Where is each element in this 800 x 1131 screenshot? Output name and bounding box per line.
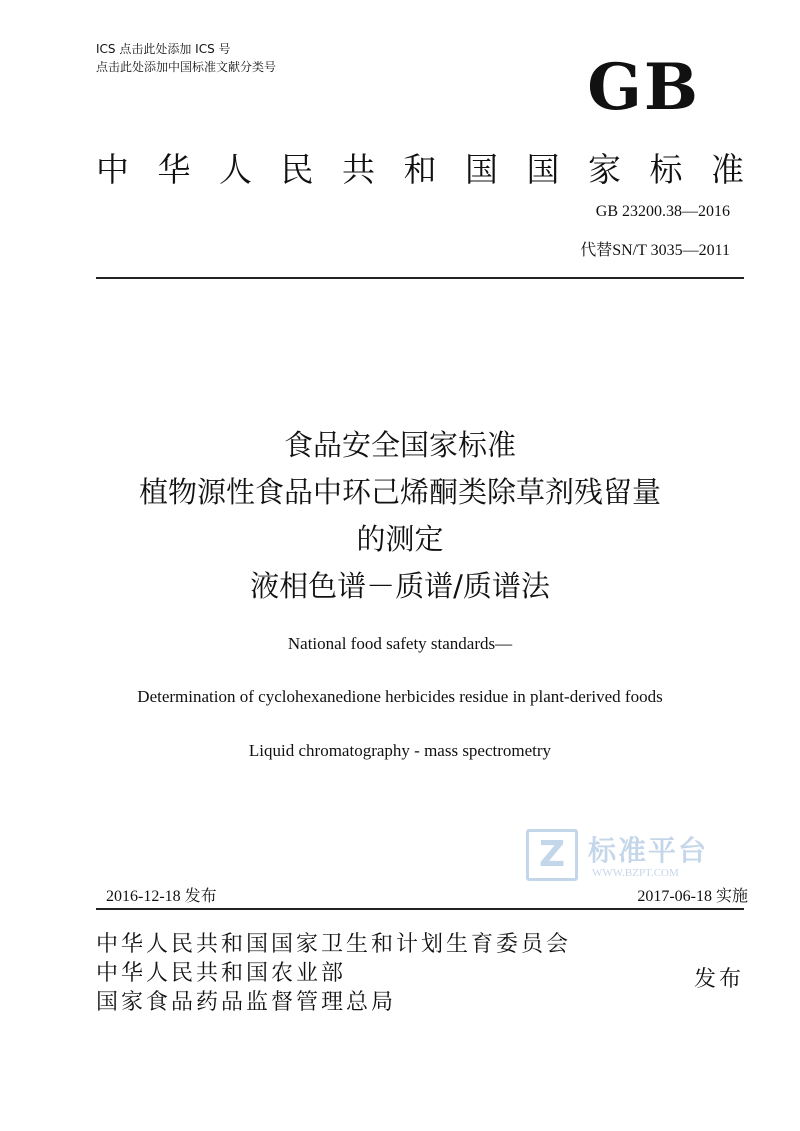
issue-date: 2016-12-18 发布 <box>106 888 217 905</box>
chinese-title <box>0 422 800 610</box>
title-line: 的测定 <box>356 522 444 556</box>
heading-char: 人 <box>219 150 252 189</box>
watermark-logo-icon <box>526 829 578 881</box>
issuing-authorities <box>96 930 571 1017</box>
bottom-divider <box>96 908 744 910</box>
ics-number: ICS 点击此处添加 ICS 号 <box>96 42 231 56</box>
implementation-date: 2017-06-18 实施 <box>637 888 748 905</box>
heading-char: 国 <box>526 150 560 189</box>
issuer: 中华人民共和国国家卫生和计划生育委员会 <box>96 932 572 957</box>
standard-type-heading <box>96 150 744 190</box>
gb-logo: GB <box>587 50 700 125</box>
issuer: 中华人民共和国农业部 <box>96 961 347 986</box>
heading-char: 家 <box>588 150 621 189</box>
standard-number: GB 23200.38—2016 <box>595 203 730 220</box>
replaces-standard: 代替SN/T 3035—2011 <box>580 242 730 259</box>
watermark-text: 标准平台 <box>588 834 709 867</box>
classification-block <box>96 40 276 76</box>
publish-label: 发布 <box>693 967 744 992</box>
title-line: 植物源性食品中环己烯酮类除草剂残留量 <box>138 475 661 509</box>
issuer: 国家食品药品监督管理总局 <box>96 990 397 1015</box>
heading-char: 华 <box>157 150 191 189</box>
heading-char: 国 <box>465 150 498 189</box>
english-title-line: National food safety standards— <box>287 634 513 653</box>
watermark <box>526 829 726 889</box>
top-divider <box>96 277 744 279</box>
english-title-line: Determination of cyclohexanedione herbicides residue in plant-derived foods <box>137 687 663 706</box>
title-line: 液相色谱－质谱/质谱法 <box>250 569 550 603</box>
ccs-number: 点击此处添加中国标准文献分类号 <box>96 60 277 74</box>
heading-char: 中 <box>96 150 129 189</box>
heading-char: 标 <box>649 150 683 189</box>
heading-char: 和 <box>403 150 437 189</box>
heading-char: 共 <box>342 150 375 189</box>
title-line: 食品安全国家标准 <box>283 428 516 462</box>
heading-char: 民 <box>280 150 314 189</box>
heading-char: 准 <box>711 150 744 189</box>
watermark-url: WWW.BZPT.COM <box>592 867 679 879</box>
english-title-line: Liquid chromatography - mass spectrometry <box>248 741 552 760</box>
